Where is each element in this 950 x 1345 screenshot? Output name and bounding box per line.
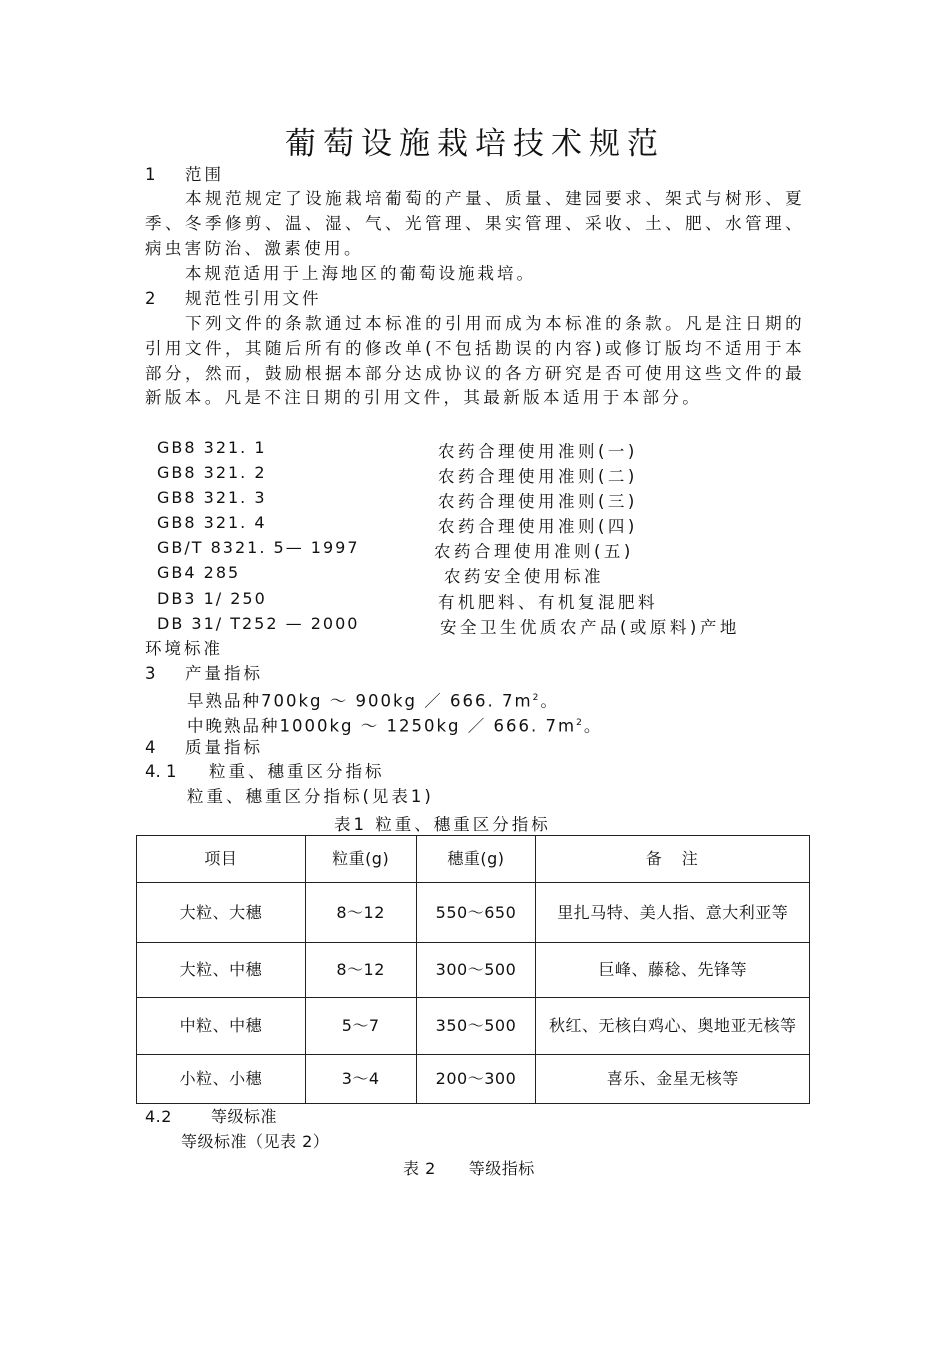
- ref-name-continued: 环境标准: [145, 639, 223, 658]
- table2-reference: 等级标准（见表 2）: [181, 1132, 330, 1151]
- table-cell: 350～500: [416, 998, 536, 1055]
- table-cell: 3～4: [305, 1055, 416, 1104]
- ref-code: GB/T 8321. 5— 1997: [157, 538, 360, 557]
- table-row: [137, 998, 810, 1055]
- section-3-heading: [145, 663, 263, 685]
- scope-text: 本规范规定了设施栽培葡萄的产量、质量、建园要求、架式与树形、夏季、冬季修剪、温、湿、气、光管理、果实管理、采收、土、肥、水管理、病虫害防治、激素使用。: [145, 189, 805, 258]
- table-cell: 8～12: [305, 883, 416, 943]
- section-number: 4.2: [145, 1107, 172, 1126]
- superscript: 2: [576, 718, 584, 728]
- ref-name: 农药合理使用准则(一): [438, 442, 638, 461]
- punctuation: 。: [540, 691, 559, 711]
- section-4-heading: [145, 737, 263, 759]
- table-cell: 大粒、中穗: [137, 943, 306, 998]
- table-cell: 秋红、无核白鸡心、奥地亚无核等: [536, 998, 810, 1055]
- section-1-heading: [145, 164, 224, 186]
- ref-name: 农药合理使用准则(五): [434, 542, 634, 561]
- ref-code: GB8 321. 2: [157, 463, 267, 482]
- table-cell: 5～7: [305, 998, 416, 1055]
- section-title: 规范性引用文件: [185, 289, 322, 308]
- grain-cluster-table: [136, 835, 810, 1104]
- table-cell: 小粒、小穗: [137, 1055, 306, 1104]
- table-cell: 喜乐、金星无核等: [536, 1055, 810, 1104]
- ref-code: GB8 321. 4: [157, 513, 267, 532]
- section-title: 等级标准: [211, 1107, 278, 1126]
- table-header-cell: 项目: [137, 836, 306, 883]
- table-header-cell: 粒重(g): [305, 836, 416, 883]
- section-number: 4. 1: [145, 762, 177, 781]
- section-4-2-heading: [145, 1106, 277, 1128]
- table-row: [137, 1055, 810, 1104]
- section-2-heading: [145, 288, 322, 310]
- ref-code: GB8 321. 3: [157, 488, 267, 507]
- superscript: 2: [532, 693, 541, 703]
- ref-name: 农药合理使用准则(四): [438, 517, 638, 536]
- scope-paragraph: [145, 187, 805, 261]
- table-cell: 中粒、中穗: [137, 998, 306, 1055]
- section-title: 质量指标: [185, 738, 263, 757]
- table-header-row: [137, 836, 810, 883]
- table-cell: 巨峰、藤稔、先锋等: [536, 943, 810, 998]
- section-number: 4: [145, 738, 156, 757]
- section-title: 粒重、穗重区分指标: [209, 762, 385, 781]
- ref-name: 安全卫生优质农产品(或原料)产地: [440, 618, 740, 637]
- document-title: 葡萄设施栽培技术规范: [285, 126, 665, 162]
- table-header-cell: 备 注: [536, 836, 810, 883]
- table-row: [137, 883, 810, 943]
- table-cell: 550～650: [416, 883, 536, 943]
- section-4-1-heading: [145, 761, 385, 783]
- normative-ref-text: 下列文件的条款通过本标准的引用而成为本标准的条款。凡是注日期的引用文件，其随后所有的修改单(不包括勘误的内容)或修订版均不适用于本部分，然而，鼓励根据本部分达成协议的各方研究是否可使用这些文件的最新版本。凡是不注日期的引用文件，其最新版本适用于本部分。: [145, 314, 805, 408]
- table-row: [137, 943, 810, 998]
- ref-code: GB4 285: [157, 563, 241, 582]
- table-cell: 300～500: [416, 943, 536, 998]
- ref-name: 农药合理使用准则(二): [438, 467, 638, 486]
- yield-early-text: 早熟品种700kg ～ 900kg ／ 666. 7m: [187, 691, 533, 711]
- ref-code: DB 31/ T252 — 2000: [157, 614, 360, 633]
- table1-caption: 表1 粒重、穗重区分指标: [334, 815, 551, 834]
- table-cell: 200～300: [416, 1055, 536, 1104]
- normative-ref-paragraph: [145, 312, 805, 411]
- table1-reference: 粒重、穗重区分指标(见表1): [187, 787, 434, 806]
- applicability-paragraph: 本规范适用于上海地区的葡萄设施栽培。: [185, 264, 536, 283]
- table-cell: 大粒、大穗: [137, 883, 306, 943]
- yield-late: [187, 712, 602, 738]
- section-title: 产量指标: [185, 664, 263, 683]
- ref-code: GB8 321. 1: [157, 438, 267, 457]
- table-cell: 8～12: [305, 943, 416, 998]
- yield-early: [187, 687, 559, 713]
- yield-late-text: 中晚熟品种1000kg ～ 1250kg ／ 666. 7m: [187, 716, 577, 736]
- ref-name: 农药安全使用标准: [444, 567, 604, 586]
- section-number: 2: [145, 289, 156, 308]
- punctuation: 。: [583, 716, 603, 736]
- section-number: 1: [145, 165, 156, 184]
- ref-code: DB3 1/ 250: [157, 589, 267, 608]
- table-cell: 里扎马特、美人指、意大利亚等: [536, 883, 810, 943]
- section-title: 范围: [185, 165, 224, 184]
- table-header-cell: 穗重(g): [416, 836, 536, 883]
- ref-name: 有机肥料、有机复混肥料: [438, 593, 658, 612]
- ref-name: 农药合理使用准则(三): [438, 492, 638, 511]
- table2-caption: 表 2 等级指标: [403, 1159, 535, 1178]
- section-number: 3: [145, 664, 156, 683]
